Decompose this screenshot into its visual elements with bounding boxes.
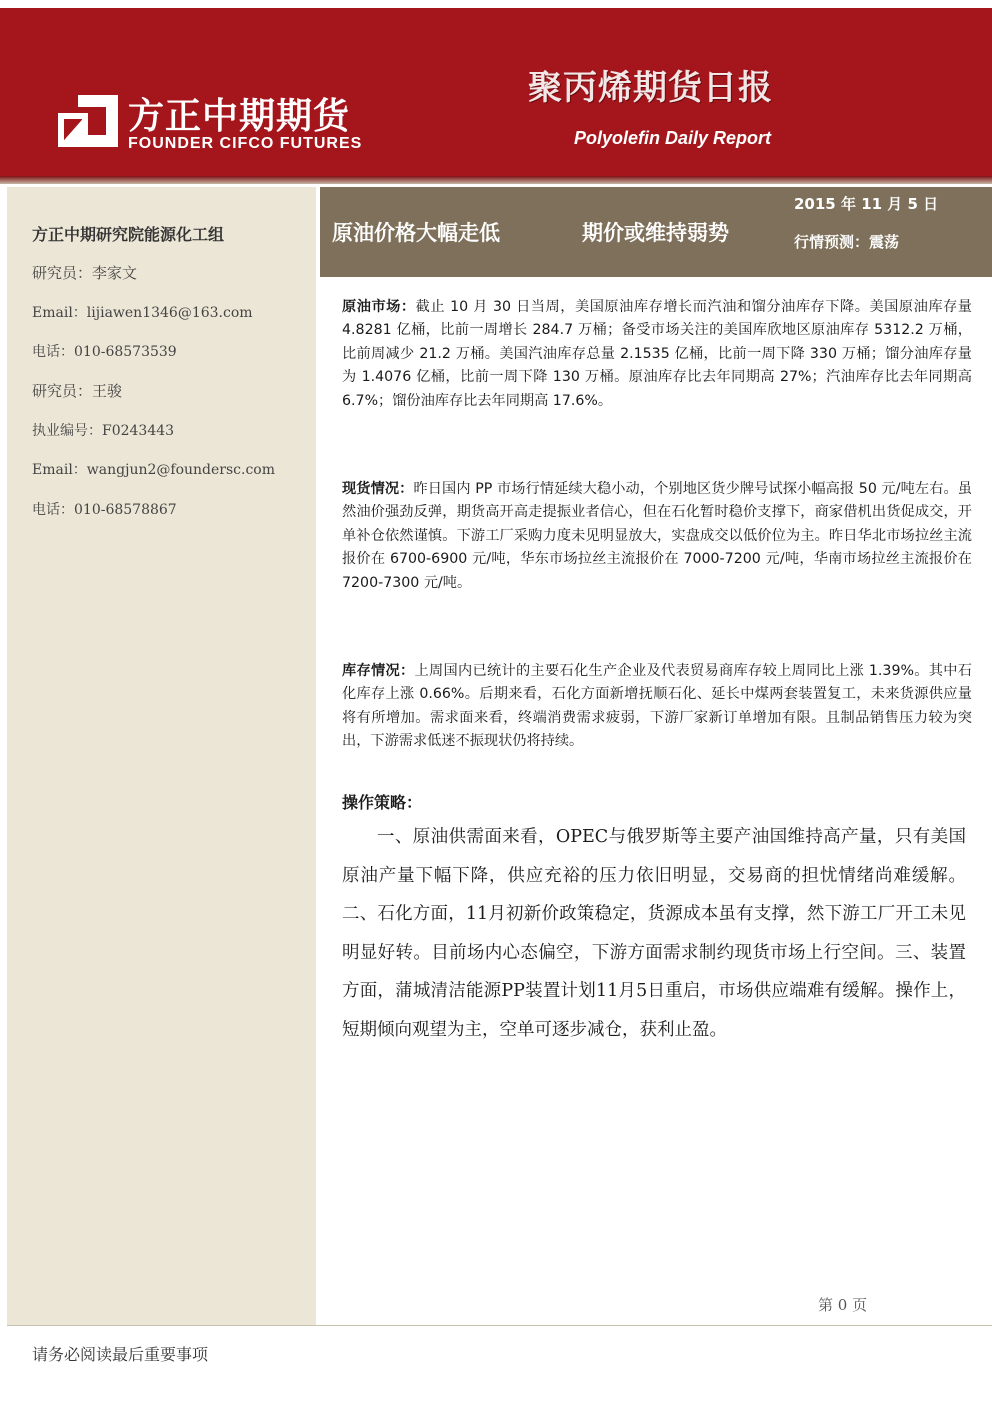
headline-crude: 原油价格大幅走低 (332, 221, 500, 245)
section-spot (342, 478, 972, 595)
footer-divider (7, 1325, 992, 1326)
section-label: 原油市场： (342, 299, 416, 315)
analyst-1-email: Email：lijiawen1346@163.com (32, 305, 253, 321)
page-number: 第 0 页 (818, 1296, 868, 1314)
strategy-text: 一、原油供需面来看，OPEC与俄罗斯等主要产油国维持高产量，只有美国原油产量下幅下降，供应充裕的压力依旧明显，交易商的担忧情绪尚难缓解。二、石化方面，11月初新价政策稳定，货源成本虽有支撑，然下游工厂开工未见明显好转。目前场内心态偏空，下游方面需求制约现货市场上行空间。三、装置方面，蒲城清洁能源PP装置计划11月5日重启，市场供应端难有缓解。操作上，短期倾向观望为主，空单可逐步减仓，获利止盈。 (342, 827, 966, 1040)
strategy-heading: 操作策略： (342, 793, 423, 812)
footer-disclaimer: 请务必阅读最后重要事项 (32, 1345, 209, 1364)
founder-logo-icon (58, 95, 118, 147)
report-date: 2015 年 11 月 5 日 (794, 195, 939, 213)
research-group: 方正中期研究院能源化工组 (32, 225, 225, 244)
analyst-2-phone: 电话：010-68578867 (32, 502, 177, 518)
market-forecast: 行情预测：震荡 (794, 233, 900, 251)
report-header (0, 8, 992, 184)
section-text: 上周国内已统计的主要石化生产企业及代表贸易商库存较上周同比上涨 1.39%。其中石化库存上涨 0.66%。后期来看，石化方面新增抚顺石化、延长中煤两套装置复工，未来货源供应量将有所增加。需求面来看，终端消费需求疲弱，下游厂家新订单增加有限。且制品销售压力较为突出，下游需求低迷不振现状仍将持续。 (342, 663, 972, 750)
report-title-english: Polyolefin Daily Report (574, 128, 772, 148)
analyst-2-name: 研究员：王骏 (32, 382, 123, 400)
header-divider (0, 176, 992, 184)
top-margin (0, 0, 992, 6)
analyst-2-license: 执业编号：F0243443 (32, 423, 175, 439)
section-text: 昨日国内 PP 市场行情延续大稳小动，个别地区货少牌号试探小幅高报 50 元/吨左右。虽然油价强劲反弹，期货高开高走提振业者信心，但在石化暂时稳价支撑下，商家借机出货促成交，开单补仓依然谨慎。下游工厂采购力度未见明显放大，实盘成交以低价位为主。昨日华北市场拉丝主流报价在 6700-6900 元/吨，华东市场拉丝主流报价在 7000-7200 元/吨，华南市场拉丝主流报价在 7200-7300 元/吨。 (342, 481, 972, 591)
report-title-chinese: 聚丙烯期货日报 (528, 68, 773, 108)
analyst-1-phone: 电话：010-68573539 (32, 344, 177, 360)
section-label: 现货情况： (342, 481, 414, 497)
analyst-1-name: 研究员：李家文 (32, 264, 138, 282)
headline-outlook: 期价或维持弱势 (582, 221, 729, 245)
section-text: 截止 10 月 30 日当周，美国原油库存增长而汽油和馏分油库存下降。美国原油库存量 4.8281 亿桶，比前一周增长 284.7 万桶；备受市场关注的美国库欣地区原油库存 5312.2 万桶，比前周减少 21.2 万桶。美国汽油库存总量 2.1535 亿桶，比前一周下降 330 万桶；馏分油库存量为 1.4076 亿桶，比前一周下降 130 万桶。原油库存比去年同期高 27%；汽油库存比去年同期高 6.7%；馏份油库存比去年同期高 17.6%。 (342, 299, 972, 409)
section-inventory (342, 660, 972, 754)
section-crude-market (342, 296, 972, 413)
analyst-2-email: Email：wangjun2@foundersc.com (32, 462, 275, 478)
logo-english-name: FOUNDER CIFCO FUTURES (128, 135, 363, 152)
headline-banner (320, 187, 992, 277)
section-label: 库存情况： (342, 663, 415, 679)
logo-chinese-name: 方正中期期货 (128, 96, 351, 137)
